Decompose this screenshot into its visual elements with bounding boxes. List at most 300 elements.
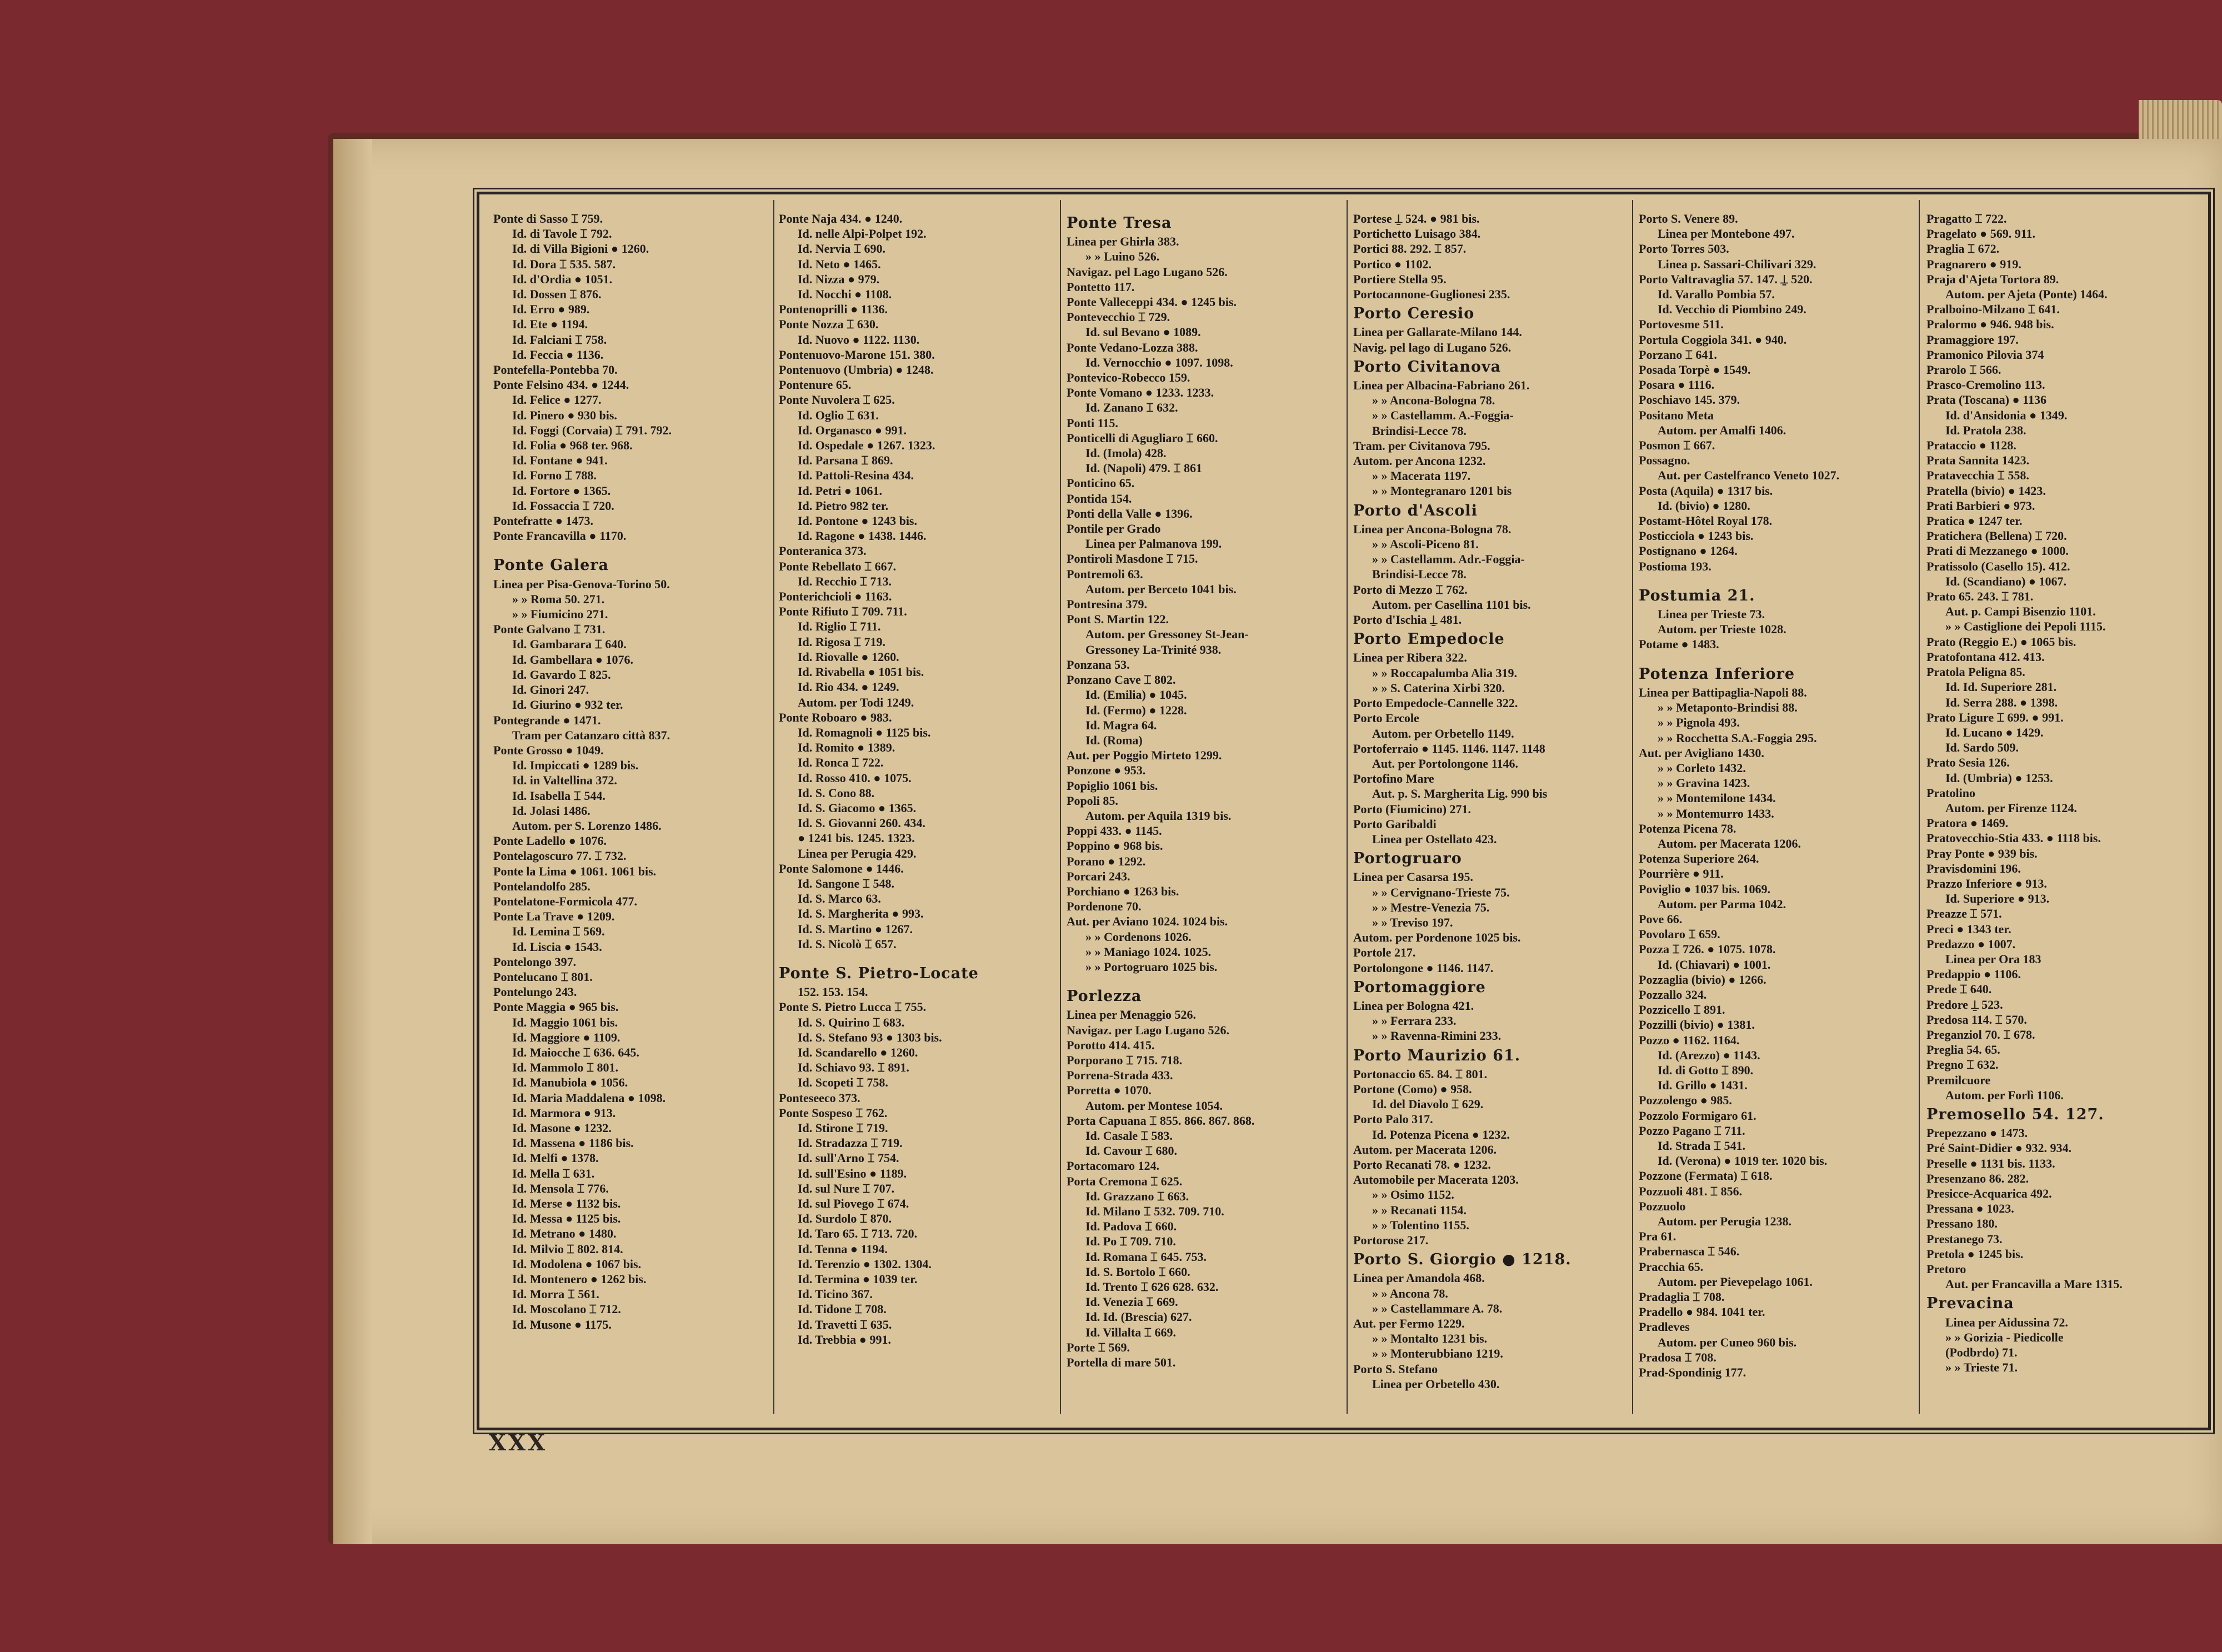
index-entry: Linea per Albacina-Fabriano 261.	[1353, 378, 1530, 393]
index-entry: Prata Sannita 1423.	[1926, 453, 2030, 468]
index-entry: Pray Ponte ● 939 bis.	[1926, 846, 2038, 860]
index-entry: Ponte Nuvolera ⌶ 625.	[779, 393, 895, 407]
index-sub-entry: Id. Jolasi 1486.	[512, 803, 590, 818]
index-entry: Porto S. Venere 89.	[1639, 212, 1738, 226]
index-sub-entry: Id. S. Bortolo ⌶ 660.	[1085, 1264, 1190, 1279]
index-entry: Portichetto Luisago 384.	[1353, 227, 1481, 241]
index-entry: Pozzuolo	[1639, 1199, 1686, 1213]
index-entry: Prati Barbieri ● 973.	[1926, 498, 2035, 513]
index-sub-entry: Id. Musone ● 1175.	[512, 1317, 612, 1331]
index-entry: Porto di Mezzo ⌶ 762.	[1353, 582, 1468, 597]
index-entry: Ponterichcioli ● 1163.	[779, 589, 892, 604]
index-entry: Pramonico Pilovia 374	[1926, 347, 2044, 362]
index-sub-entry: Id. (Verona) ● 1019 ter. 1020 bis.	[1658, 1154, 1828, 1168]
index-sub-entry: Id. Serra 288. ● 1398.	[1945, 695, 2058, 709]
index-sub-entry: Id. (Napoli) 479. ⌶ 861	[1085, 461, 1202, 475]
index-entry: Automobile per Macerata 1203.	[1353, 1173, 1519, 1187]
index-entry: Prati di Mezzanego ● 1000.	[1926, 544, 2069, 558]
index-entry: Pratavecchia ⌶ 558.	[1926, 468, 2029, 483]
index-sub-entry: » » Castellammare A. 78.	[1372, 1301, 1503, 1315]
index-sub-entry: Id. del Diavolo ⌶ 629.	[1372, 1097, 1484, 1112]
index-sub-entry: Id. nelle Alpi-Polpet 192.	[798, 227, 927, 241]
section-heading: Ponte S. Pietro-Locate	[779, 964, 979, 982]
index-entry: Navig. pel lago di Lugano 526.	[1353, 340, 1512, 354]
index-sub-entry: Aut. per Castelfranco Veneto 1027.	[1658, 468, 1840, 483]
index-sub-entry: Id. Ticino 367.	[798, 1287, 873, 1301]
index-entry: Pravisdomini 196.	[1926, 861, 2021, 875]
index-sub-entry: Autom. per Ajeta (Ponte) 1464.	[1945, 287, 2108, 302]
index-sub-entry: Id. Recchio ⌶ 713.	[798, 574, 892, 588]
index-entry: Navigaz. per Lago Lugano 526.	[1067, 1023, 1229, 1037]
index-entry: Ponte Francavilla ● 1170.	[493, 529, 627, 543]
index-entry: Pratora ● 1469.	[1926, 816, 2009, 830]
index-sub-entry: Id. Gambellara ● 1076.	[512, 652, 634, 667]
index-sub-entry: Id. Erro ● 989.	[512, 302, 590, 317]
index-sub-entry: Id. Id. Superiore 281.	[1945, 680, 2057, 694]
index-sub-entry: » » Pignola 493.	[1658, 715, 1740, 730]
index-entry: Pradaglia ⌶ 708.	[1639, 1290, 1725, 1304]
index-sub-entry: Id. Rosso 410. ● 1075.	[798, 770, 912, 785]
index-sub-entry: Id. sul Nure ⌶ 707.	[798, 1181, 895, 1195]
index-entry: Pratovecchio-Stia 433. ● 1118 bis.	[1926, 831, 2101, 845]
index-entry: Portoferraio ● 1145. 1146. 1147. 1148	[1353, 741, 1545, 755]
index-entry: Pretoro	[1926, 1262, 1966, 1276]
index-entry: Aut. per Poggio Mirteto 1299.	[1067, 748, 1222, 763]
index-entry: Linea per Amandola 468.	[1353, 1271, 1485, 1285]
index-entry: Posta (Aquila) ● 1317 bis.	[1639, 483, 1773, 498]
index-entry: Pontenoprilli ● 1136.	[779, 302, 888, 317]
index-entry: Ponteranica 373.	[779, 544, 867, 558]
index-entry: Pontelagoscuro 77. ⌶ 732.	[493, 849, 627, 863]
index-entry: Pratola Peligna 85.	[1926, 665, 2025, 679]
index-entry: Pontefella-Pontebba 70.	[493, 363, 618, 377]
index-entry: Pressano 180.	[1926, 1217, 1998, 1231]
index-entry: Tram. per Civitanova 795.	[1353, 438, 1490, 453]
index-sub-entry: Autom. per Pievepelago 1061.	[1658, 1274, 1813, 1289]
index-sub-entry: Id. Montenero ● 1262 bis.	[512, 1272, 647, 1286]
index-sub-entry: Id. Liscia ● 1543.	[512, 939, 602, 954]
index-sub-entry: Autom. per Gressoney St-Jean-	[1085, 627, 1249, 642]
index-sub-entry: Id. Neto ● 1465.	[798, 257, 881, 271]
index-sub-entry: Id. Pietro 982 ter.	[798, 498, 889, 513]
index-sub-entry: Linea p. Sassari-Chilivari 329.	[1658, 257, 1816, 271]
index-entry: Pontetto 117.	[1067, 279, 1135, 294]
index-column-5	[1639, 211, 1904, 1405]
index-entry: Pontelungo 243.	[493, 985, 577, 999]
index-entry: Linea per Ancona-Bologna 78.	[1353, 522, 1512, 536]
index-entry: Pont S. Martin 122.	[1067, 612, 1169, 627]
index-entry: Pratofontana 412. 413.	[1926, 649, 2045, 664]
index-entry: Prato Ligure ⌶ 699. ● 991.	[1926, 710, 2064, 724]
index-sub-entry: Id. Giurino ● 932 ter.	[512, 698, 623, 712]
index-entry: Ponte Roboaro ● 983.	[779, 710, 892, 724]
index-entry: Porto Garibaldi	[1353, 817, 1437, 831]
index-entry: Pratolino	[1926, 785, 1975, 800]
index-entry: Pralormo ● 946. 948 bis.	[1926, 317, 2054, 332]
index-sub-entry: Id. Rigosa ⌶ 719.	[798, 634, 886, 649]
index-entry: Linea per Casarsa 195.	[1353, 870, 1473, 884]
index-sub-entry: » » Ferrara 233.	[1372, 1014, 1457, 1028]
index-entry: Pozzuoli 481. ⌶ 856.	[1639, 1184, 1743, 1198]
index-entry: Navigaz. pel Lago Lugano 526.	[1067, 264, 1228, 279]
index-sub-entry: Id. (Arezzo) ● 1143.	[1658, 1048, 1760, 1062]
section-heading: Ponte Tresa	[1067, 214, 1172, 232]
index-sub-entry: Id. S. Marco 63.	[798, 892, 881, 906]
index-entry: Predappio ● 1106.	[1926, 967, 2021, 982]
index-sub-entry: Id. Fossaccia ⌶ 720.	[512, 498, 614, 513]
section-heading: Postumia 21.	[1639, 587, 1755, 604]
index-entry: Pratica ● 1247 ter.	[1926, 514, 2023, 528]
index-entry: Portico ● 1102.	[1353, 257, 1432, 271]
index-sub-entry: Id. Fontane ● 941.	[512, 453, 608, 468]
index-sub-entry: Id. Melfi ● 1378.	[512, 1151, 599, 1165]
index-entry: Portula Coggiola 341. ● 940.	[1639, 332, 1787, 347]
index-sub-entry: Id. Maggiore ● 1109.	[512, 1030, 620, 1044]
index-sub-entry: Id. sull'Esino ● 1189.	[798, 1166, 907, 1180]
index-entry: Positano Meta	[1639, 408, 1714, 422]
index-sub-entry: » » S. Caterina Xirbi 320.	[1372, 680, 1505, 695]
index-sub-entry: Id. Maggio 1061 bis.	[512, 1015, 618, 1029]
index-entry: Portese ⍊ 524. ● 981 bis.	[1353, 212, 1480, 226]
index-sub-entry: Id. Sardo 509.	[1945, 740, 2019, 755]
index-sub-entry: Autom. per Aquila 1319 bis.	[1085, 808, 1232, 823]
section-heading: Potenza Inferiore	[1639, 665, 1795, 683]
index-sub-entry: » » Gravina 1423.	[1658, 776, 1750, 790]
index-sub-entry: Id. Pinero ● 930 bis.	[512, 408, 617, 422]
index-entry: Portofino Mare	[1353, 772, 1434, 786]
index-entry: Pratissolo (Casello 15). 412.	[1926, 559, 2070, 573]
index-entry: Presenzano 86. 282.	[1926, 1171, 2029, 1185]
index-sub-entry: » » Corleto 1432.	[1658, 760, 1746, 775]
index-entry: Porto Ercole	[1353, 711, 1419, 725]
index-entry: Pramaggiore 197.	[1926, 332, 2019, 347]
index-entry: Ponte Maggia ● 965 bis.	[493, 1000, 619, 1014]
index-entry: Portone (Como) ● 958.	[1353, 1082, 1472, 1096]
index-entry: Praglia ⌶ 672.	[1926, 242, 2000, 256]
column-divider	[1347, 200, 1348, 1414]
index-sub-entry: Linea per Palmanova 199.	[1085, 537, 1222, 551]
index-sub-entry: Linea per Orbetello 430.	[1372, 1376, 1500, 1391]
index-entry: Pradleves	[1639, 1320, 1690, 1334]
index-entry: Pregno ⌶ 632.	[1926, 1058, 1999, 1072]
index-sub-entry: Autom. per Parma 1042.	[1658, 897, 1786, 911]
index-sub-entry: Id. Vernocchio ● 1097. 1098.	[1085, 355, 1233, 369]
index-sub-entry: Id. Varallo Pombia 57.	[1658, 287, 1775, 302]
index-entry: Ponti 115.	[1067, 415, 1118, 430]
index-entry: Possagno.	[1639, 453, 1690, 468]
index-sub-entry: » » Ravenna-Rimini 233.	[1372, 1029, 1502, 1043]
index-sub-entry: Linea per Ostellato 423.	[1372, 832, 1497, 846]
index-entry: Porrena-Strada 433.	[1067, 1068, 1173, 1083]
section-heading: Porto Civitanova	[1353, 358, 1502, 376]
index-sub-entry: Id. Milvio ⌶ 802. 814.	[512, 1241, 623, 1256]
index-entry: Portonaccio 65. 84. ⌶ 801.	[1353, 1067, 1488, 1081]
index-sub-entry: Id. Romito ● 1389.	[798, 740, 895, 755]
index-entry: Porto Valtravaglia 57. 147. ⍊ 520.	[1639, 272, 1813, 286]
index-entry: Posmon ⌶ 667.	[1639, 438, 1715, 453]
index-sub-entry: Id. Massena ● 1186 bis.	[512, 1136, 634, 1150]
index-sub-entry: » » Treviso 197.	[1372, 915, 1453, 929]
index-sub-entry: » » Maniago 1024. 1025.	[1085, 944, 1212, 959]
index-sub-entry: Id. (Umbria) ● 1253.	[1945, 770, 2053, 785]
index-sub-entry: Id. Ospedale ● 1267. 1323.	[798, 438, 935, 453]
index-sub-entry: Id. Tenna ● 1194.	[798, 1241, 888, 1256]
index-sub-entry: » » Mestre-Venezia 75.	[1372, 900, 1490, 914]
index-entry: Prestanego 73.	[1926, 1232, 2003, 1246]
index-entry: Linea per Ribera 322.	[1353, 650, 1467, 665]
index-sub-entry: Id. Po ⌶ 709. 710.	[1085, 1234, 1176, 1249]
index-sub-entry: » » Fiumicino 271.	[512, 607, 608, 622]
index-entry: Portiere Stella 95.	[1353, 272, 1447, 286]
index-entry: Pontenuovo (Umbria) ● 1248.	[779, 363, 934, 377]
index-sub-entry: » » Montemilone 1434.	[1658, 791, 1776, 805]
index-sub-entry: Id. Ragone ● 1438. 1446.	[798, 529, 927, 543]
index-sub-entry: Id. Merse ● 1132 bis.	[512, 1197, 621, 1210]
index-sub-entry: Id. sul Piovego ⌶ 674.	[798, 1197, 909, 1210]
index-sub-entry: Id. Maria Maddalena ● 1098.	[512, 1090, 666, 1105]
index-entry: Pradello ● 984. 1041 ter.	[1639, 1305, 1765, 1319]
index-sub-entry: Id. Marmora ● 913.	[512, 1105, 616, 1120]
index-sub-entry: Id. Superiore ● 913.	[1945, 892, 2050, 906]
index-entry: Aut. per Avigliano 1430.	[1639, 745, 1764, 760]
index-sub-entry: Id. S. Giovanni 260. 434.	[798, 816, 925, 830]
index-entry: Portovesme 511.	[1639, 317, 1724, 332]
section-heading: Porto d'Ascoli	[1353, 502, 1478, 519]
index-entry: Autom. per Macerata 1206.	[1353, 1142, 1497, 1157]
index-entry: Popiglio 1061 bis.	[1067, 778, 1158, 793]
index-entry: Pourrière ● 911.	[1639, 867, 1724, 881]
index-sub-entry: Id. Mella ⌶ 631.	[512, 1166, 595, 1180]
index-entry: Ponte Rifiuto ⌶ 709. 711.	[779, 604, 907, 619]
index-sub-entry: » » Gorizia - Piedicolle	[1945, 1330, 2064, 1344]
index-sub-entry: » » Roccapalumba Alia 319.	[1372, 665, 1517, 680]
index-entry: Linea per Pisa-Genova-Torino 50.	[493, 577, 670, 591]
index-sub-entry: Id. Stradazza ⌶ 719.	[798, 1136, 903, 1150]
index-entry: Porretta ● 1070.	[1067, 1083, 1152, 1098]
index-sub-entry: Autom. per Montese 1054.	[1085, 1098, 1223, 1113]
index-entry: Potenza Picena 78.	[1639, 821, 1736, 835]
index-sub-entry: Id. Mammolo ⌶ 801.	[512, 1060, 619, 1075]
index-sub-entry: Id. Modolena ● 1067 bis.	[512, 1256, 642, 1271]
index-sub-entry: Id. (Fermo) ● 1228.	[1085, 703, 1187, 717]
index-sub-entry: Id. Impiccati ● 1289 bis.	[512, 758, 639, 773]
index-sub-entry: Id. in Valtellina 372.	[512, 773, 617, 788]
index-sub-entry: Id. Pontone ● 1243 bis.	[798, 514, 917, 528]
index-sub-entry: » » Tolentino 1155.	[1372, 1218, 1469, 1232]
index-entry: Linea per Battipaglia-Napoli 88.	[1639, 685, 1807, 699]
index-entry: Porta Capuana ⌶ 855. 866. 867. 868.	[1067, 1113, 1255, 1128]
index-entry: Prataccio ● 1128.	[1926, 438, 2016, 453]
index-entry: Ponte Sospeso ⌶ 762.	[779, 1105, 888, 1120]
index-sub-entry: Id. Vecchio di Piombino 249.	[1658, 302, 1806, 317]
index-sub-entry: » » Portogruaro 1025 bis.	[1085, 959, 1218, 974]
index-sub-entry: » » Rocchetta S.A.-Foggia 295.	[1658, 730, 1817, 745]
page-gutter	[333, 139, 372, 1544]
index-sub-entry: Id. Parsana ⌶ 869.	[798, 453, 893, 468]
index-sub-entry: Id. (Scandiano) ● 1067.	[1945, 574, 2067, 588]
index-sub-entry: Id. Manubiola ● 1056.	[512, 1075, 628, 1090]
index-entry: Popoli 85.	[1067, 793, 1118, 808]
index-entry: Postamt-Hôtel Royal 178.	[1639, 514, 1773, 528]
index-sub-entry: Id. S. Martino ● 1267.	[798, 922, 913, 936]
index-sub-entry: Id. Casale ⌶ 583.	[1085, 1128, 1173, 1143]
section-heading: Ponte Galera	[493, 557, 609, 574]
index-entry: Linea per Bologna 421.	[1353, 998, 1474, 1013]
index-sub-entry: Autom. per Macerata 1206.	[1658, 836, 1801, 850]
index-sub-entry: Brindisi-Lecce 78.	[1372, 423, 1467, 438]
index-entry: Prede ⌶ 640.	[1926, 982, 1992, 997]
index-entry: Pozzallo 324.	[1639, 987, 1707, 1002]
index-entry: Ponticelli di Agugliaro ⌶ 660.	[1067, 430, 1218, 445]
index-sub-entry: » » Metaponto-Brindisi 88.	[1658, 700, 1798, 715]
index-entry: Posticciola ● 1243 bis.	[1639, 529, 1754, 543]
index-sub-entry: » » Montegranaro 1201 bis	[1372, 484, 1512, 498]
index-entry: Ponte Galvano ⌶ 731.	[493, 622, 605, 637]
index-entry: Porzano ⌶ 641.	[1639, 347, 1717, 362]
index-entry: Porto Palo 317.	[1353, 1112, 1433, 1127]
index-sub-entry: Id. Forno ⌶ 788.	[512, 468, 597, 483]
index-entry: Pove 66.	[1639, 912, 1683, 926]
index-entry: Autom. per Pordenone 1025 bis.	[1353, 930, 1521, 945]
index-sub-entry: Id. di Tavole ⌶ 792.	[512, 227, 612, 241]
index-entry: Linea per Ghirla 383.	[1067, 234, 1179, 249]
section-heading: Porto S. Giorgio ● 1218.	[1353, 1251, 1572, 1269]
index-sub-entry: Id. Grillo ● 1431.	[1658, 1078, 1748, 1093]
index-sub-entry: Id. di Gotto ⌶ 890.	[1658, 1063, 1754, 1077]
index-entry: Pra 61.	[1639, 1229, 1676, 1244]
index-sub-entry: Id. Strada ⌶ 541.	[1658, 1138, 1746, 1153]
index-sub-entry: Aut. per Portolongone 1146.	[1372, 756, 1518, 770]
column-divider	[1632, 200, 1633, 1414]
index-entry: Prato (Reggio E.) ● 1065 bis.	[1926, 634, 2076, 649]
index-sub-entry: Id. Nocchi ● 1108.	[798, 287, 892, 302]
index-sub-entry: » » Ancona 78.	[1372, 1286, 1448, 1300]
index-entry: Ponteseeco 373.	[779, 1090, 860, 1105]
index-entry: Ponzano Cave ⌶ 802.	[1067, 673, 1176, 687]
blank-line	[1067, 974, 1335, 984]
index-sub-entry: Id. Messa ● 1125 bis.	[512, 1212, 621, 1226]
index-sub-entry: Id. Maiocche ⌶ 636. 645.	[512, 1045, 639, 1059]
index-sub-entry: Linea per Ora 183	[1945, 952, 2041, 966]
index-sub-entry: Id. Venezia ⌶ 669.	[1085, 1295, 1178, 1309]
index-sub-entry: Id. S. Giacomo ● 1365.	[798, 800, 917, 815]
index-sub-entry: Id. Folia ● 968 ter. 968.	[512, 438, 633, 453]
index-entry: Pozzilli (bivio) ● 1381.	[1639, 1018, 1755, 1032]
index-entry: Potame ● 1483.	[1639, 637, 1719, 652]
index-sub-entry: Aut. per Francavilla a Mare 1315.	[1945, 1277, 2123, 1291]
index-entry: Pontelongo 397.	[493, 954, 577, 969]
index-sub-entry: 152. 153. 154.	[798, 985, 868, 999]
index-entry: Porporano ⌶ 715. 718.	[1067, 1053, 1183, 1067]
index-entry: Pontegrande ● 1471.	[493, 713, 601, 727]
index-sub-entry: » » Castellamm. A.-Foggia-	[1372, 408, 1514, 423]
index-sub-entry: Id. Ginori 247.	[512, 683, 589, 697]
page-number: XXX	[489, 1430, 548, 1456]
index-sub-entry: » » Ancona-Bologna 78.	[1372, 393, 1495, 408]
index-sub-entry: Id. Taro 65. ⌶ 713. 720.	[798, 1227, 918, 1241]
index-sub-entry: » » Monterubbiano 1219.	[1372, 1346, 1503, 1361]
index-entry: Preci ● 1343 ter.	[1926, 922, 2011, 936]
section-heading: Premosello 54. 127.	[1926, 1105, 2104, 1123]
index-entry: Pozzolengo ● 985.	[1639, 1093, 1732, 1108]
index-column-6	[1926, 211, 2202, 1405]
index-sub-entry: Id. Gambarara ⌶ 640.	[512, 637, 627, 652]
index-column-3	[1067, 211, 1335, 1405]
index-sub-entry: Id. Surdolo ⌶ 870.	[798, 1212, 892, 1226]
column-divider	[1060, 200, 1061, 1414]
index-sub-entry: Id. Terenzio ● 1302. 1304.	[798, 1256, 932, 1271]
index-entry: Porto Recanati 78. ● 1232.	[1353, 1157, 1491, 1172]
index-entry: Prepezzano ● 1473.	[1926, 1126, 2028, 1140]
index-entry: Pragnarero ● 919.	[1926, 257, 2021, 271]
index-sub-entry: Autom. per Trieste 1028.	[1658, 622, 1786, 637]
index-sub-entry: ● 1241 bis. 1245. 1323.	[798, 831, 915, 845]
index-entry: Portole 217.	[1353, 945, 1416, 960]
index-entry: Ponti della Valle ● 1396.	[1067, 506, 1193, 520]
index-sub-entry: Id. (Roma)	[1085, 733, 1143, 747]
index-sub-entry: Id. Morra ⌶ 561.	[512, 1287, 599, 1301]
index-sub-entry: Id. Potenza Picena ● 1232.	[1372, 1127, 1510, 1142]
index-entry: Pontenuovo-Marone 151. 380.	[779, 347, 935, 362]
index-entry: Ponte Valleceppi 434. ● 1245 bis.	[1067, 295, 1237, 309]
index-sub-entry: Id. Falciani ⌶ 758.	[512, 332, 607, 347]
index-sub-entry: Id. Feccia ● 1136.	[512, 347, 604, 362]
index-entry: Ponte di Sasso ⌶ 759.	[493, 212, 603, 226]
index-entry: Pozzicello ⌶ 891.	[1639, 1003, 1725, 1017]
index-sub-entry: Id. Sangone ⌶ 548.	[798, 876, 894, 890]
index-sub-entry: Id. Trebbia ● 991.	[798, 1332, 891, 1346]
index-entry: Pontelandolfo 285.	[493, 879, 590, 893]
index-entry: Ponte Grosso ● 1049.	[493, 743, 604, 757]
index-sub-entry: Id. Romagnoli ● 1125 bis.	[798, 725, 931, 739]
index-entry: Portorose 217.	[1353, 1233, 1429, 1247]
index-entry: Aut. per Aviano 1024. 1024 bis.	[1067, 914, 1228, 929]
index-entry: Preselle ● 1131 bis. 1133.	[1926, 1156, 2055, 1170]
index-entry: Pontile per Grado	[1067, 522, 1161, 536]
index-entry: Praja d'Ajeta Tortora 89.	[1926, 272, 2059, 286]
index-sub-entry: » » Castellamm. Adr.-Foggia-	[1372, 552, 1525, 567]
index-sub-entry: Id. (Imola) 428.	[1085, 446, 1167, 460]
index-entry: Linea per Gallarate-Milano 144.	[1353, 325, 1522, 339]
index-entry: Porchiano ● 1263 bis.	[1067, 884, 1179, 898]
index-entry: Pontenure 65.	[779, 378, 852, 392]
index-entry: Ponte Felsino 434. ● 1244.	[493, 378, 629, 392]
index-entry: Prato 65. 243. ⌶ 781.	[1926, 589, 2034, 604]
index-sub-entry: Id. S. Nicolò ⌶ 657.	[798, 937, 897, 951]
section-heading: Porlezza	[1067, 988, 1142, 1005]
section-heading: Prevacina	[1926, 1295, 2014, 1313]
index-sub-entry: Id. d'Ordia ● 1051.	[512, 272, 613, 286]
index-sub-entry: Id. Petri ● 1061.	[798, 483, 882, 498]
index-sub-entry: Id. Nizza ● 979.	[798, 272, 880, 286]
index-entry: Pragelato ● 569. 911.	[1926, 227, 2035, 241]
blank-line	[1639, 574, 1904, 584]
index-entry: Pontevecchio ⌶ 729.	[1067, 310, 1170, 324]
column-divider	[773, 200, 774, 1414]
index-sub-entry: Id. S. Stefano 93 ● 1303 bis.	[798, 1030, 942, 1044]
index-entry: Pontresina 379.	[1067, 597, 1148, 612]
index-sub-entry: Id. d'Ansidonia ● 1349.	[1945, 408, 2068, 422]
section-heading: Portogruaro	[1353, 850, 1462, 868]
index-sub-entry: Id. Riovalle ● 1260.	[798, 649, 899, 664]
index-sub-entry: Id. Riglio ⌶ 711.	[798, 619, 881, 634]
index-sub-entry: Id. Gavardo ⌶ 825.	[512, 667, 611, 682]
index-sub-entry: Autom. per Orbetello 1149.	[1372, 726, 1514, 740]
index-entry: Pontefratte ● 1473.	[493, 514, 594, 528]
index-entry: Porto S. Stefano	[1353, 1361, 1438, 1376]
index-entry: Porano ● 1292.	[1067, 854, 1146, 868]
index-sub-entry: Id. Zanano ⌶ 632.	[1085, 401, 1178, 415]
